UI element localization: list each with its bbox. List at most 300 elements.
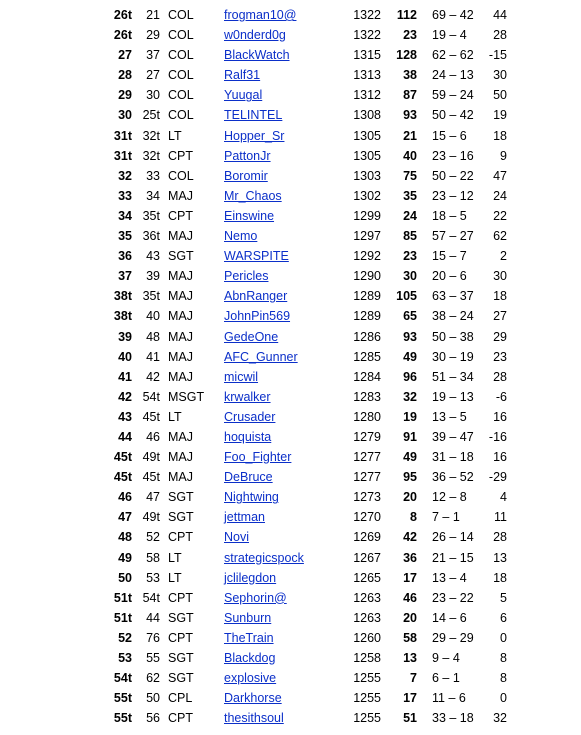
differential-cell: 18 — [493, 289, 507, 304]
win-loss-record-cell: 62 – 62 — [432, 48, 474, 63]
rank-cell: 47 — [118, 510, 132, 525]
win-loss-record-cell: 26 – 14 — [432, 530, 474, 545]
games-played-cell: 30 — [403, 269, 417, 284]
differential-cell: 44 — [493, 8, 507, 22]
rating-cell: 1286 — [353, 329, 381, 344]
player-name-link[interactable]: Yuugal — [224, 88, 263, 103]
grade-cell: MAJ — [168, 369, 193, 384]
table-row — [0, 708, 581, 728]
win-loss-record-cell: 12 – 8 — [432, 490, 467, 505]
table-row — [0, 266, 581, 286]
differential-cell: 29 — [493, 329, 507, 344]
differential-cell: 5 — [500, 590, 507, 605]
grade-cell: SGT — [168, 490, 194, 505]
player-name-link[interactable]: thesithsoul — [224, 711, 284, 726]
rating-cell: 1263 — [353, 610, 381, 625]
rating-cell: 1277 — [353, 470, 381, 485]
games-played-cell: 24 — [403, 208, 417, 223]
rating-cell: 1289 — [353, 309, 381, 324]
table-row — [0, 226, 581, 246]
rank-cell: 28 — [118, 68, 132, 83]
previous-rank-cell: 39 — [146, 269, 160, 284]
table-row — [0, 85, 581, 105]
win-loss-record-cell: 21 – 15 — [432, 550, 474, 565]
rank-cell: 55t — [113, 691, 132, 706]
table-row — [0, 246, 581, 266]
player-name-link[interactable]: BlackWatch — [224, 48, 290, 63]
differential-cell: 30 — [493, 68, 507, 83]
table-row — [0, 5, 581, 25]
differential-cell: 28 — [493, 28, 507, 43]
player-name-link[interactable]: TELINTEL — [224, 108, 283, 123]
differential-cell: 30 — [493, 269, 507, 284]
previous-rank-cell: 43 — [146, 249, 160, 264]
previous-rank-cell: 27 — [146, 68, 160, 83]
player-name-link[interactable]: GedeOne — [224, 329, 279, 344]
games-played-cell: 75 — [403, 168, 417, 183]
grade-cell: CPT — [168, 530, 193, 545]
previous-rank-cell: 53 — [146, 570, 160, 585]
previous-rank-cell: 54t — [142, 389, 160, 404]
player-name-link[interactable]: w0nderd0g — [224, 28, 286, 43]
table-row — [0, 65, 581, 85]
win-loss-record-cell: 9 – 4 — [432, 651, 460, 665]
rating-cell: 1255 — [353, 711, 381, 726]
previous-rank-cell: 76 — [146, 630, 160, 645]
table-row — [0, 407, 581, 427]
rank-cell: 45t — [113, 450, 132, 465]
table-row — [0, 427, 581, 447]
rating-cell: 1277 — [353, 450, 381, 465]
table-row — [0, 628, 581, 648]
rank-cell: 30 — [118, 108, 132, 123]
rank-cell: 49 — [118, 550, 132, 565]
rank-cell: 42 — [118, 389, 132, 404]
rating-cell: 1284 — [353, 369, 381, 384]
differential-cell: 0 — [500, 630, 507, 645]
grade-cell: MAJ — [168, 349, 193, 364]
table-row — [0, 166, 581, 186]
win-loss-record-cell: 69 – 42 — [432, 8, 474, 22]
games-played-cell: 96 — [403, 369, 417, 384]
previous-rank-cell: 54t — [142, 590, 160, 605]
table-row — [0, 688, 581, 708]
games-played-cell: 23 — [403, 249, 417, 264]
player-name-link[interactable]: jettman — [224, 510, 265, 525]
win-loss-record-cell: 14 – 6 — [432, 610, 467, 625]
player-name-link[interactable]: Darkhorse — [224, 691, 282, 706]
games-played-cell: 21 — [403, 128, 417, 143]
win-loss-record-cell: 50 – 22 — [432, 168, 474, 183]
win-loss-record-cell: 7 – 1 — [432, 510, 460, 525]
rank-cell: 44 — [118, 429, 132, 444]
rank-cell: 50 — [118, 570, 132, 585]
grade-cell: SGT — [168, 610, 194, 625]
win-loss-record-cell: 23 – 16 — [432, 148, 474, 163]
games-played-cell: 112 — [396, 8, 417, 22]
differential-cell: 11 — [494, 510, 507, 525]
differential-cell: 22 — [493, 208, 507, 223]
games-played-cell: 7 — [410, 671, 417, 686]
grade-cell: SGT — [168, 651, 194, 665]
player-name-link[interactable]: JohnPin569 — [224, 309, 291, 324]
rating-cell: 1315 — [353, 48, 381, 63]
differential-cell: -6 — [495, 389, 507, 404]
win-loss-record-cell: 23 – 12 — [432, 188, 474, 203]
previous-rank-cell: 21 — [146, 8, 160, 22]
rating-cell: 1258 — [353, 651, 381, 665]
games-played-cell: 42 — [403, 530, 417, 545]
table-row — [0, 568, 581, 588]
rating-cell: 1312 — [353, 88, 381, 103]
win-loss-record-cell: 33 – 18 — [432, 711, 474, 726]
grade-cell: CPT — [168, 208, 193, 223]
rank-cell: 27 — [118, 48, 132, 63]
grade-cell: MSGT — [168, 389, 205, 404]
win-loss-record-cell: 18 – 5 — [432, 208, 467, 223]
games-played-cell: 128 — [396, 48, 417, 63]
table-row — [0, 548, 581, 568]
table-row — [0, 668, 581, 688]
win-loss-record-cell: 59 – 24 — [432, 88, 474, 103]
table-row — [0, 126, 581, 146]
win-loss-record-cell: 13 – 5 — [432, 409, 467, 424]
table-row — [0, 527, 581, 547]
differential-cell: 23 — [493, 349, 507, 364]
rank-cell: 26t — [113, 8, 132, 22]
rating-cell: 1313 — [353, 68, 381, 83]
rank-cell: 38t — [113, 309, 132, 324]
previous-rank-cell: 46 — [146, 429, 160, 444]
games-played-cell: 35 — [403, 188, 417, 203]
table-row — [0, 45, 581, 65]
previous-rank-cell: 37 — [146, 48, 160, 63]
player-name-link[interactable]: Sunburn — [224, 610, 272, 625]
player-name-link[interactable]: WARSPITE — [224, 249, 289, 264]
games-played-cell: 49 — [403, 349, 417, 364]
games-played-cell: 17 — [403, 691, 417, 706]
games-played-cell: 95 — [403, 470, 417, 485]
grade-cell: CPT — [168, 590, 193, 605]
grade-cell: LT — [168, 409, 182, 424]
games-played-cell: 65 — [403, 309, 417, 324]
rank-cell: 46 — [118, 490, 132, 505]
previous-rank-cell: 40 — [146, 309, 160, 324]
grade-cell: SGT — [168, 671, 194, 686]
win-loss-record-cell: 29 – 29 — [432, 630, 474, 645]
table-row — [0, 186, 581, 206]
rankings-table — [0, 5, 581, 728]
grade-cell: COL — [168, 88, 194, 103]
win-loss-record-cell: 15 – 6 — [432, 128, 467, 143]
player-name-link[interactable]: Nightwing — [224, 490, 279, 505]
win-loss-record-cell: 19 – 4 — [432, 28, 467, 43]
table-row — [0, 588, 581, 608]
rating-cell: 1305 — [353, 148, 381, 163]
games-played-cell: 17 — [403, 570, 417, 585]
win-loss-record-cell: 50 – 38 — [432, 329, 474, 344]
player-name-link[interactable]: explosive — [224, 671, 277, 686]
previous-rank-cell: 35t — [142, 208, 160, 223]
grade-cell: SGT — [168, 249, 194, 264]
differential-cell: 8 — [500, 671, 507, 686]
previous-rank-cell: 29 — [146, 28, 160, 43]
differential-cell: 16 — [493, 409, 507, 424]
win-loss-record-cell: 19 – 13 — [432, 389, 474, 404]
grade-cell: MAJ — [168, 188, 193, 203]
player-name-link[interactable]: hoquista — [224, 429, 272, 444]
grade-cell: CPT — [168, 711, 193, 726]
previous-rank-cell: 49t — [142, 510, 160, 525]
player-name-link[interactable]: AFC_Gunner — [224, 349, 298, 364]
win-loss-record-cell: 31 – 18 — [432, 450, 474, 465]
rating-cell: 1302 — [353, 188, 381, 203]
rating-cell: 1269 — [353, 530, 381, 545]
previous-rank-cell: 44 — [146, 610, 160, 625]
table-row — [0, 367, 581, 387]
games-played-cell: 87 — [403, 88, 417, 103]
grade-cell: CPT — [168, 630, 193, 645]
grade-cell: SGT — [168, 510, 194, 525]
rating-cell: 1265 — [353, 570, 381, 585]
grade-cell: MAJ — [168, 450, 193, 465]
rating-cell: 1267 — [353, 550, 381, 565]
games-played-cell: 38 — [403, 68, 417, 83]
rank-cell: 45t — [113, 470, 132, 485]
previous-rank-cell: 32t — [142, 128, 160, 143]
rating-cell: 1297 — [353, 229, 381, 244]
rank-cell: 52 — [118, 630, 132, 645]
games-played-cell: 20 — [403, 490, 417, 505]
previous-rank-cell: 47 — [146, 490, 160, 505]
player-name-link[interactable]: PattonJr — [224, 148, 271, 163]
win-loss-record-cell: 57 – 27 — [432, 229, 474, 244]
grade-cell: MAJ — [168, 269, 193, 284]
table-row — [0, 507, 581, 527]
table-row — [0, 306, 581, 326]
player-name-link[interactable]: Crusader — [224, 409, 276, 424]
differential-cell: 9 — [500, 148, 507, 163]
player-name-link[interactable]: frogman10@ — [224, 8, 297, 22]
rank-cell: 32 — [118, 168, 132, 183]
differential-cell: 19 — [493, 108, 507, 123]
previous-rank-cell: 32t — [142, 148, 160, 163]
differential-cell: 32 — [493, 711, 507, 726]
games-played-cell: 105 — [396, 289, 417, 304]
rating-cell: 1292 — [353, 249, 381, 264]
grade-cell: MAJ — [168, 329, 193, 344]
rating-cell: 1305 — [353, 128, 381, 143]
player-name-link[interactable]: Blackdog — [224, 651, 276, 665]
player-name-link[interactable]: jclilegdon — [224, 570, 277, 585]
rank-cell: 33 — [118, 188, 132, 203]
rating-cell: 1290 — [353, 269, 381, 284]
previous-rank-cell: 48 — [146, 329, 160, 344]
player-name-link[interactable]: Einswine — [224, 208, 275, 223]
win-loss-record-cell: 15 – 7 — [432, 249, 467, 264]
table-row — [0, 146, 581, 166]
table-row — [0, 327, 581, 347]
player-name-link[interactable]: TheTrain — [224, 630, 274, 645]
rank-cell: 26t — [113, 28, 132, 43]
grade-cell: CPL — [168, 691, 193, 706]
rating-cell: 1322 — [353, 8, 381, 22]
differential-cell: 0 — [500, 691, 507, 706]
win-loss-record-cell: 23 – 22 — [432, 590, 474, 605]
rank-cell: 48 — [118, 530, 132, 545]
games-played-cell: 85 — [403, 229, 417, 244]
differential-cell: 27 — [493, 309, 507, 324]
games-played-cell: 58 — [403, 630, 417, 645]
rank-cell: 54t — [113, 671, 132, 686]
games-played-cell: 36 — [403, 550, 417, 565]
player-name-link[interactable]: micwil — [224, 369, 259, 384]
rating-cell: 1303 — [353, 168, 381, 183]
grade-cell: MAJ — [168, 429, 193, 444]
rank-cell: 40 — [118, 349, 132, 364]
table-row — [0, 286, 581, 306]
games-played-cell: 32 — [403, 389, 417, 404]
table-row — [0, 487, 581, 507]
differential-cell: 4 — [500, 490, 507, 505]
rank-cell: 41 — [118, 369, 132, 384]
win-loss-record-cell: 11 – 6 — [432, 691, 466, 706]
differential-cell: 13 — [493, 550, 507, 565]
win-loss-record-cell: 30 – 19 — [432, 349, 474, 364]
win-loss-record-cell: 24 – 13 — [432, 68, 474, 83]
grade-cell: COL — [168, 48, 194, 63]
previous-rank-cell: 50 — [146, 691, 160, 706]
previous-rank-cell: 45t — [142, 470, 160, 485]
differential-cell: 24 — [493, 188, 507, 203]
table-row — [0, 648, 581, 668]
player-name-link[interactable]: Mr_Chaos — [224, 188, 282, 203]
games-played-cell: 13 — [403, 651, 417, 665]
grade-cell: MAJ — [168, 229, 193, 244]
player-name-link[interactable]: Boromir — [224, 168, 268, 183]
win-loss-record-cell: 38 – 24 — [432, 309, 474, 324]
rating-cell: 1270 — [353, 510, 381, 525]
previous-rank-cell: 41 — [146, 349, 160, 364]
games-played-cell: 93 — [403, 108, 417, 123]
differential-cell: 18 — [493, 128, 507, 143]
player-name-link[interactable]: Nemo — [224, 229, 258, 244]
table-row — [0, 467, 581, 487]
player-name-link[interactable]: Novi — [224, 530, 250, 545]
rank-cell: 37 — [118, 269, 132, 284]
games-played-cell: 46 — [403, 590, 417, 605]
win-loss-record-cell: 13 – 4 — [432, 570, 467, 585]
win-loss-record-cell: 39 – 47 — [432, 429, 474, 444]
differential-cell: -29 — [488, 470, 507, 485]
grade-cell: MAJ — [168, 470, 193, 485]
rating-cell: 1299 — [353, 208, 381, 223]
player-name-link[interactable]: AbnRanger — [224, 289, 288, 304]
win-loss-record-cell: 50 – 42 — [432, 108, 474, 123]
table-row — [0, 206, 581, 226]
differential-cell: -16 — [488, 429, 507, 444]
rating-cell: 1263 — [353, 590, 381, 605]
grade-cell: LT — [168, 550, 182, 565]
games-played-cell: 93 — [403, 329, 417, 344]
previous-rank-cell: 30 — [146, 88, 160, 103]
player-name-link[interactable]: DeBruce — [224, 470, 273, 485]
rank-cell: 36 — [118, 249, 132, 264]
games-played-cell: 91 — [403, 429, 417, 444]
previous-rank-cell: 55 — [146, 651, 160, 665]
grade-cell: COL — [168, 108, 194, 123]
win-loss-record-cell: 63 – 37 — [432, 289, 474, 304]
rank-cell: 35 — [118, 229, 132, 244]
rating-cell: 1279 — [353, 429, 381, 444]
grade-cell: COL — [168, 8, 194, 22]
rating-cell: 1260 — [353, 630, 381, 645]
previous-rank-cell: 56 — [146, 711, 160, 726]
rating-cell: 1322 — [353, 28, 381, 43]
rating-cell: 1289 — [353, 289, 381, 304]
player-name-link[interactable]: Hopper_Sr — [224, 128, 285, 143]
previous-rank-cell: 52 — [146, 530, 160, 545]
player-name-link[interactable]: Foo_Fighter — [224, 450, 292, 465]
rank-cell: 43 — [118, 409, 132, 424]
differential-cell: 50 — [493, 88, 507, 103]
rank-cell: 31t — [113, 128, 132, 143]
player-name-link[interactable]: Pericles — [224, 269, 269, 284]
differential-cell: 8 — [500, 651, 507, 665]
player-name-link[interactable]: krwalker — [224, 389, 271, 404]
rating-cell: 1273 — [353, 490, 381, 505]
rating-cell: 1308 — [353, 108, 381, 123]
grade-cell: LT — [168, 128, 182, 143]
differential-cell: 2 — [500, 249, 507, 264]
previous-rank-cell: 36t — [142, 229, 160, 244]
games-played-cell: 8 — [410, 510, 417, 525]
grade-cell: COL — [168, 168, 194, 183]
differential-cell: 28 — [493, 530, 507, 545]
previous-rank-cell: 34 — [146, 188, 160, 203]
previous-rank-cell: 35t — [142, 289, 160, 304]
grade-cell: COL — [168, 68, 194, 83]
differential-cell: 16 — [493, 450, 507, 465]
rating-cell: 1255 — [353, 671, 381, 686]
rating-cell: 1283 — [353, 389, 381, 404]
win-loss-record-cell: 51 – 34 — [432, 369, 474, 384]
rating-cell: 1285 — [353, 349, 381, 364]
table-row — [0, 347, 581, 367]
rank-cell: 29 — [118, 88, 132, 103]
rank-cell: 39 — [118, 329, 132, 344]
games-played-cell: 40 — [403, 148, 417, 163]
grade-cell: MAJ — [168, 309, 193, 324]
win-loss-record-cell: 6 – 1 — [432, 671, 460, 686]
rating-cell: 1255 — [353, 691, 381, 706]
rating-cell: 1280 — [353, 409, 381, 424]
rank-cell: 55t — [113, 711, 132, 726]
differential-cell: 18 — [493, 570, 507, 585]
previous-rank-cell: 25t — [142, 108, 160, 123]
rank-cell: 38t — [113, 289, 132, 304]
differential-cell: -15 — [488, 48, 507, 63]
rank-cell: 51t — [113, 610, 132, 625]
grade-cell: MAJ — [168, 289, 193, 304]
differential-cell: 6 — [500, 610, 507, 625]
previous-rank-cell: 62 — [146, 671, 160, 686]
previous-rank-cell: 49t — [142, 450, 160, 465]
player-name-link[interactable]: Ralf31 — [224, 68, 261, 83]
player-name-link[interactable]: strategicspock — [224, 550, 304, 565]
player-name-link[interactable]: Sephorin@ — [224, 590, 287, 605]
rank-cell: 51t — [113, 590, 132, 605]
